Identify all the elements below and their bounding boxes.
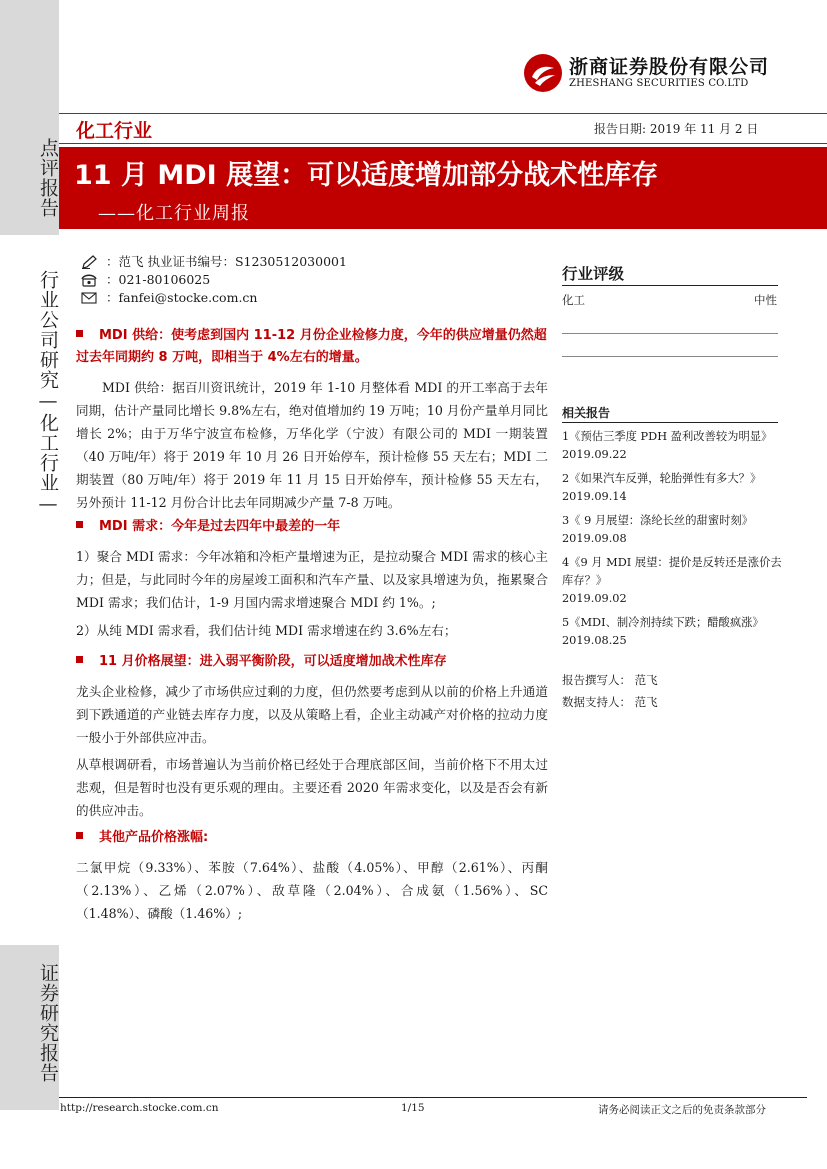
- zheshang-logo-icon: [523, 53, 563, 93]
- page-title: 11 月 MDI 展望：可以适度增加部分战术性库存: [74, 160, 659, 191]
- section-heading-supply: MDI 供给：使考虑到国内 11-12 月份企业检修力度，今年的供应增量仍然超过去年同期约 8 万吨，即相当于 4%左右的增量。: [76, 328, 547, 365]
- related-report-title[interactable]: 5《MDI、制冷剂持续下跌；醋酸疯涨》: [562, 616, 764, 629]
- header-rule-mid: [59, 143, 827, 144]
- section-heading-demand: MDI 需求：今年是过去四年中最差的一年: [76, 516, 554, 538]
- section-heading-other-prices: 其他产品价格涨幅:: [76, 827, 554, 849]
- related-report-title[interactable]: 4《9 月 MDI 展望：提价是反转还是涨价去库存？》: [562, 556, 782, 587]
- related-report-item[interactable]: [562, 470, 784, 506]
- rating-divider-1: [562, 333, 778, 334]
- related-report-date: 2019.09.14: [562, 490, 627, 503]
- industry-name: 化工行业: [76, 120, 153, 142]
- other-prices-paragraph: 二氯甲烷（9.33%）、苯胺（7.64%）、盐酸（4.05%）、甲醇（2.61%）、丙酮（2.13%）、乙烯（2.07%）、敌草隆（2.04%）、合成氨（1.56%）、SC（1.48%）、磷酸（1.46%）;: [76, 860, 548, 921]
- footer-rule: [59, 1097, 807, 1098]
- report-date: 报告日期: 2019 年 11 月 2 日: [594, 122, 759, 136]
- side-report-type: 点评报告: [37, 138, 59, 218]
- bullet-square-icon: [76, 330, 83, 337]
- side-doc-type: 证券研究报告: [37, 963, 59, 1083]
- demand-paragraph-1: 1）聚合 MDI 需求：今年冰箱和冷柜产量增速为正，是拉动聚合 MDI 需求的核心主力；但是，与此同时今年的房屋竣工面积和汽车产量、以及家具增速为负，拖累聚合 MDI 需求；我们估计，1-9 月国内需求增速聚合 MDI 约 1%。;: [76, 549, 548, 610]
- author-phone-line: [80, 271, 210, 289]
- rating-divider-2: [562, 356, 778, 357]
- related-report-date: 2019.09.02: [562, 592, 627, 605]
- author-email-line: [80, 289, 257, 307]
- bullet-square-icon: [76, 832, 83, 839]
- price-paragraph-1: 龙头企业检修，减少了市场供应过剩的力度，但仍然要考虑到从以前的价格上升通道到下跌通道的产业链去库存力度，以及从策略上看，企业主动减产对价格的拉动力度一般小于外部供应冲击。: [76, 684, 548, 745]
- demand-paragraph-2: 2）从纯 MDI 需求看，我们估计纯 MDI 需求增速在约 3.6%左右；: [76, 623, 457, 638]
- related-report-date: 2019.09.08: [562, 532, 627, 545]
- footer-disclaimer: 请务必阅读正文之后的免责条款部分: [598, 1104, 766, 1116]
- related-reports-list: [562, 428, 784, 650]
- price-paragraph-2: 从草根调研看，市场普遍认为当前价格已经处于合理底部区间，当前价格下不用太过悲观，但是暂时也没有更乐观的理由。主要还看 2020 年需求变化，以及是否会有新的供应冲击。: [76, 757, 548, 818]
- rating-title: 行业评级: [562, 265, 625, 283]
- related-report-title[interactable]: 2《如果汽车反弹，轮胎弹性有多大？》: [562, 472, 762, 485]
- rating-sector: 化工: [562, 293, 585, 307]
- side-category: 行业公司研究—化工行业—: [37, 270, 59, 516]
- header-rule-top: [59, 113, 827, 114]
- related-report-date: 2019.08.25: [562, 634, 627, 647]
- related-report-item[interactable]: [562, 614, 784, 650]
- footer-page-number: 1/15: [401, 1102, 425, 1114]
- bullet-square-icon: [76, 656, 83, 663]
- author-name-line: [80, 253, 347, 271]
- phone-icon: [80, 273, 98, 287]
- bullet-square-icon: [76, 521, 83, 528]
- related-report-title[interactable]: 3《 9 月展望：涤纶长丝的甜蜜时刻》: [562, 514, 754, 527]
- company-name-en: ZHESHANG SECURITIES CO.LTD: [568, 78, 749, 89]
- supply-paragraph: MDI 供给：据百川资讯统计，2019 年 1-10 月整体看 MDI 的开工率高于去年同期，估计产量同比增长 9.8%左右，绝对值增加约 19 万吨；10 月份产量单月同比增长 2%；由于万华宁波宣布检修，万华化学（宁波）有限公司的 MDI 一期装置（40 万吨/年）将于 2019 年 10 月 26 日开始停车，预计检修 55 天左右；MDI 二期装置（80 万吨/年）将于 2019 年 11 月 15 日开始停车，预计检修 55 天左右，另外预计 11-12 月份合计比去年同期减少产量 7-8 万吨。: [76, 380, 548, 510]
- rating-rule: [562, 285, 778, 286]
- pen-icon: [80, 255, 98, 269]
- report-writer: 报告撰写人： 范飞: [562, 673, 658, 687]
- author-name: ：范飞 执业证书编号：S1230512030001: [106, 254, 347, 269]
- data-supporter: 数据支持人： 范飞: [562, 695, 658, 709]
- company-logo: [523, 50, 769, 96]
- related-report-item[interactable]: [562, 512, 784, 548]
- email-icon: [80, 291, 98, 305]
- related-report-date: 2019.09.22: [562, 448, 627, 461]
- page-subtitle: ——化工行业周报: [98, 203, 250, 224]
- related-reports-title: 相关报告: [562, 406, 611, 420]
- related-report-item[interactable]: [562, 428, 784, 464]
- footer-url[interactable]: http://research.stocke.com.cn: [60, 1102, 219, 1114]
- related-report-item[interactable]: [562, 554, 784, 608]
- company-name-cn: 浙商证券股份有限公司: [568, 56, 769, 78]
- section-heading-price: 11 月价格展望：进入弱平衡阶段，可以适度增加战术性库存: [76, 651, 554, 673]
- related-report-title[interactable]: 1《预估三季度 PDH 盈利改善较为明显》: [562, 430, 773, 443]
- author-email: ：fanfei@stocke.com.cn: [106, 290, 258, 305]
- author-phone: ：021-80106025: [106, 272, 211, 287]
- rating-value: 中性: [754, 293, 777, 307]
- related-rule: [562, 422, 778, 423]
